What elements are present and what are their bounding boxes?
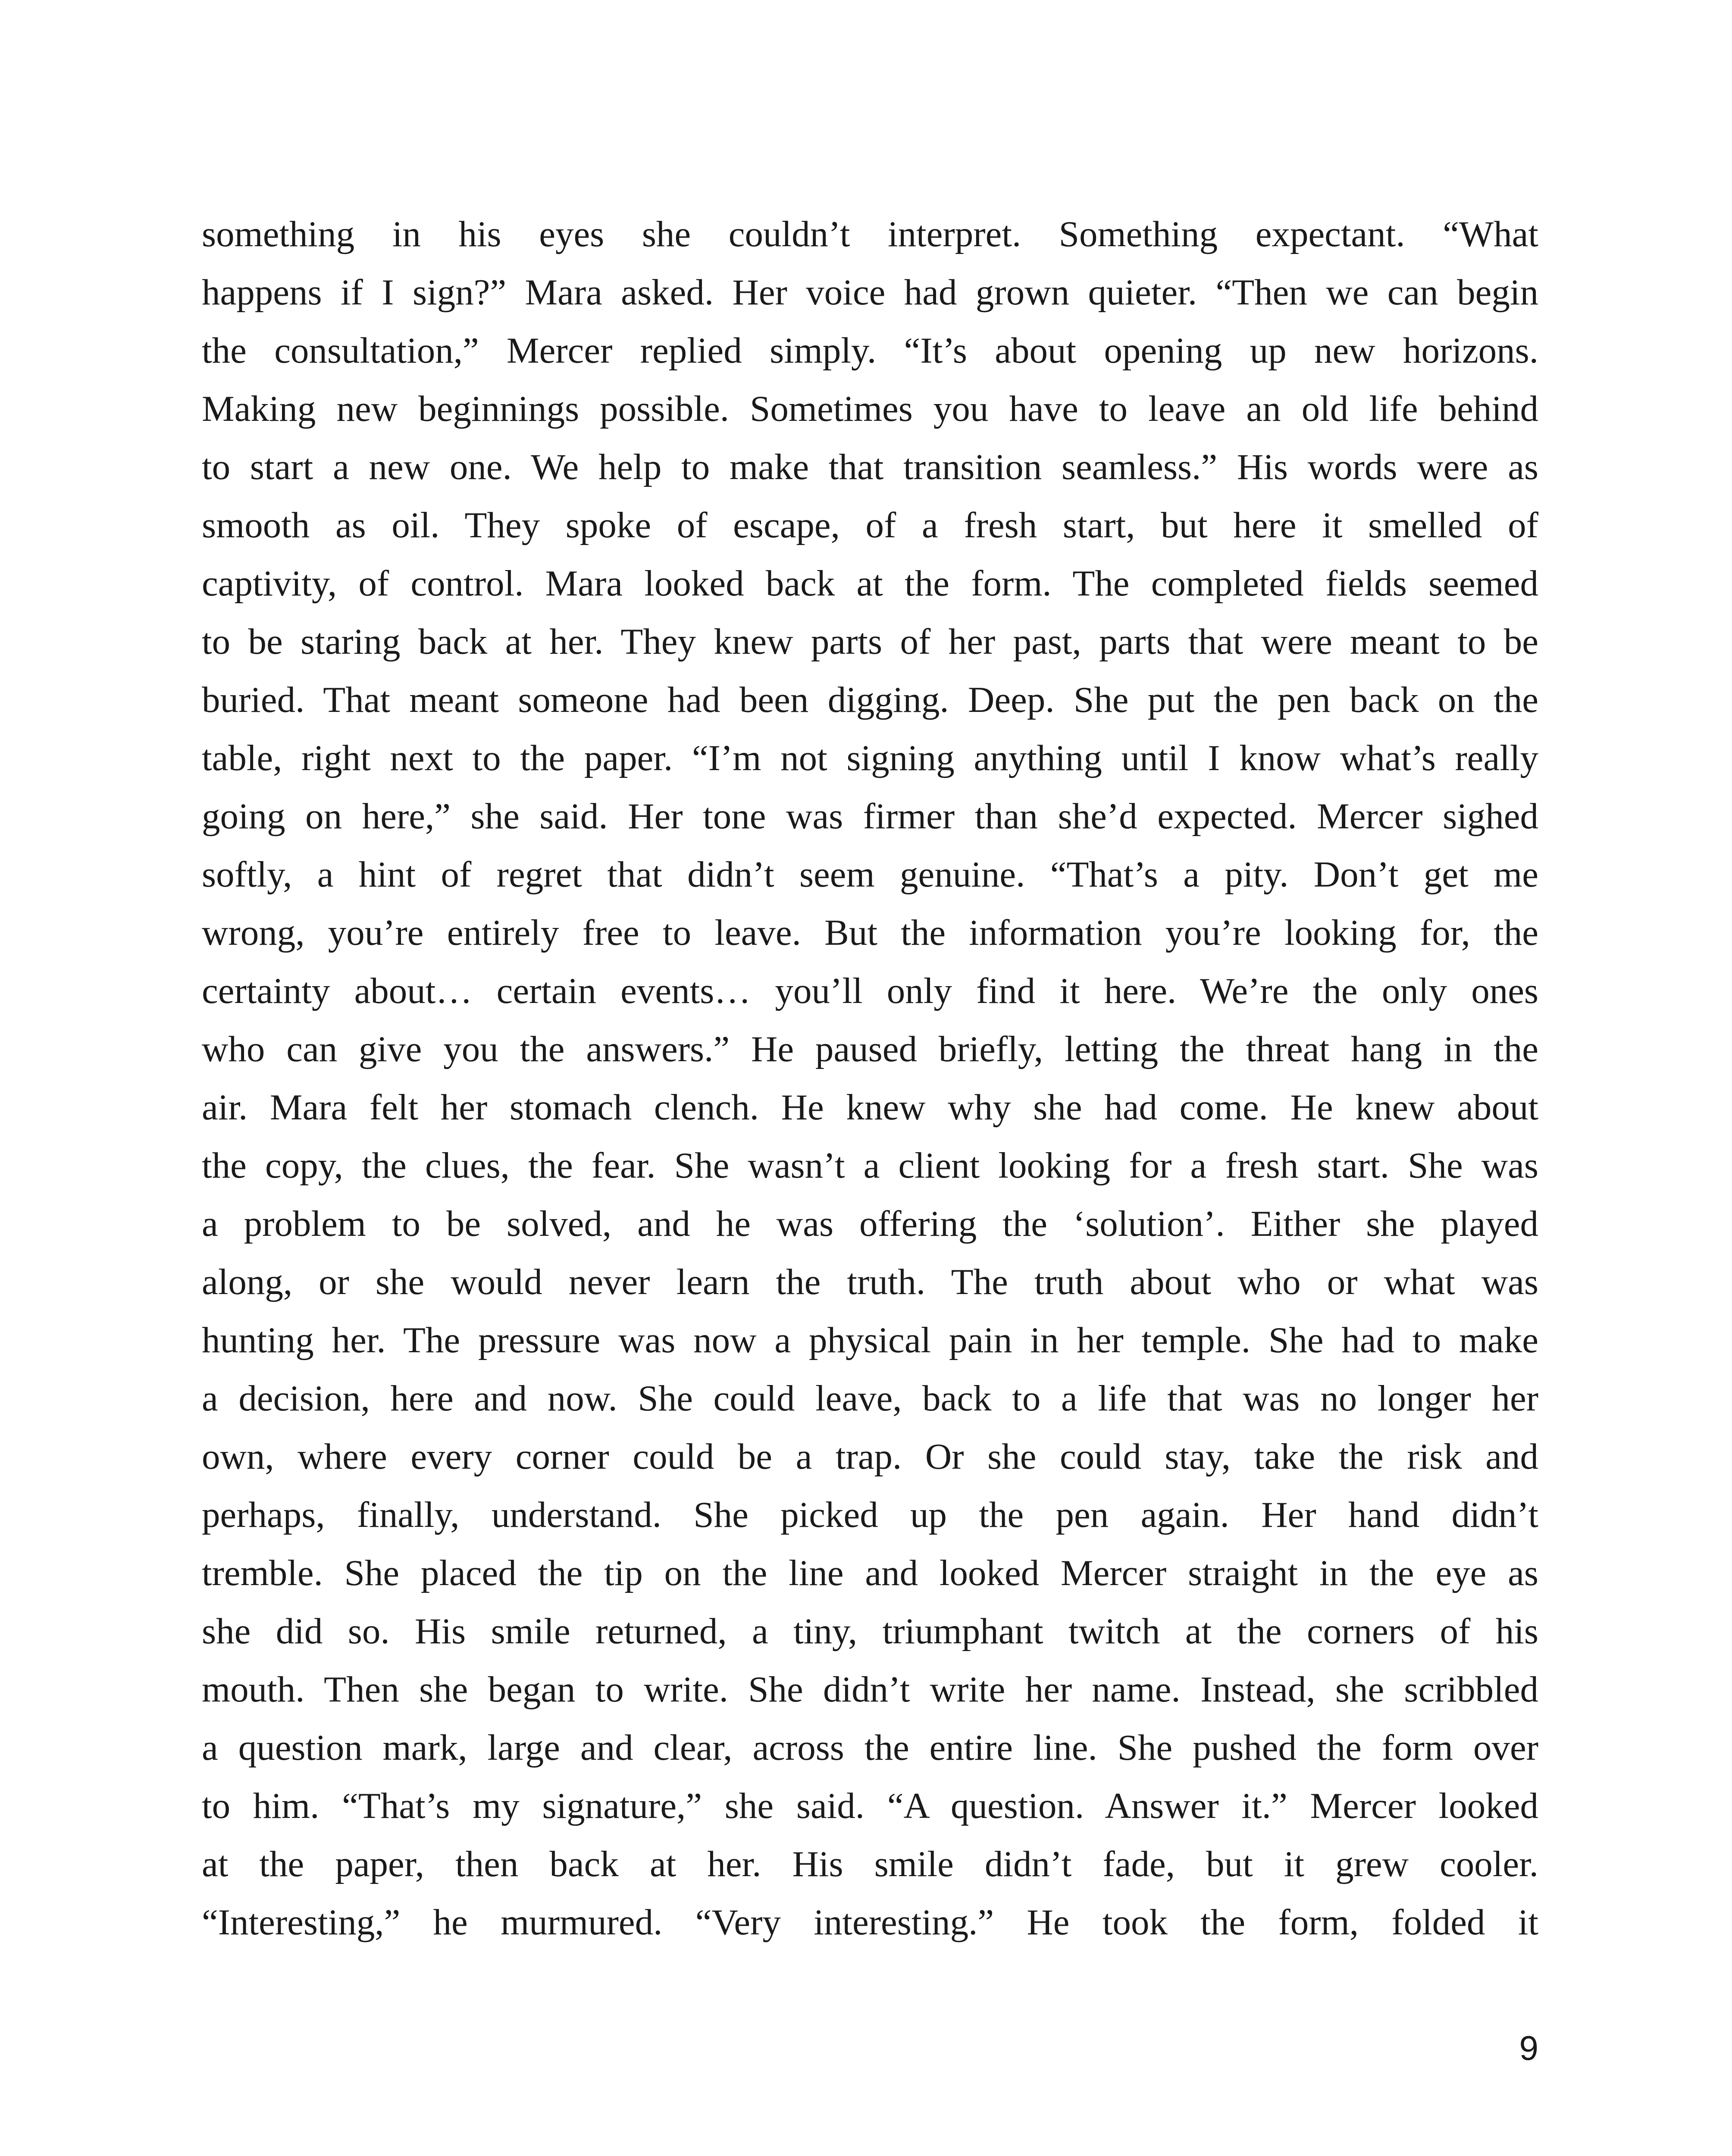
text-line: wrong, you’re entirely free to leave. But the information you’re looking for, the bbox=[202, 912, 1538, 953]
text-line: at the paper, then back at her. His smile didn’t fade, but it grew cooler. bbox=[202, 1844, 1538, 1884]
text-line: the copy, the clues, the fear. She wasn’t a client looking for a fresh start. She was bbox=[202, 1145, 1538, 1186]
text-line: mouth. Then she began to write. She didn’t write her name. Instead, she scribbled bbox=[202, 1669, 1538, 1710]
text-line: perhaps, finally, understand. She picked up the pen again. Her hand didn’t bbox=[202, 1495, 1538, 1535]
text-line: smooth as oil. They spoke of escape, of a fresh start, but here it smelled of bbox=[202, 505, 1538, 545]
text-line: hunting her. The pressure was now a physical pain in her temple. She had to make bbox=[202, 1320, 1538, 1360]
text-line: to him. “That’s my signature,” she said. “A question. Answer it.” Mercer looked bbox=[202, 1786, 1538, 1826]
text-line: who can give you the answers.” He paused briefly, letting the threat hang in the bbox=[202, 1029, 1538, 1069]
text-line: softly, a hint of regret that didn’t seem genuine. “That’s a pity. Don’t get me bbox=[202, 854, 1538, 895]
text-line: to start a new one. We help to make that transition seamless.” His words were as bbox=[202, 447, 1538, 487]
text-line: the consultation,” Mercer replied simply. “It’s about opening up new horizons. bbox=[202, 330, 1538, 371]
text-line: along, or she would never learn the truth. The truth about who or what was bbox=[202, 1262, 1538, 1302]
text-line: tremble. She placed the tip on the line and looked Mercer straight in the eye as bbox=[202, 1553, 1538, 1593]
text-line: table, right next to the paper. “I’m not signing anything until I know what’s really bbox=[202, 738, 1538, 778]
text-line: she did so. His smile returned, a tiny, triumphant twitch at the corners of his bbox=[202, 1611, 1538, 1651]
text-line: own, where every corner could be a trap. Or she could stay, take the risk and bbox=[202, 1436, 1538, 1477]
text-line: buried. That meant someone had been digging. Deep. She put the pen back on the bbox=[202, 680, 1538, 720]
page-number: 9 bbox=[1519, 2029, 1538, 2067]
body-text bbox=[202, 205, 1538, 1952]
text-line: a problem to be solved, and he was offering the ‘solution’. Either she played bbox=[202, 1203, 1538, 1244]
text-line: a decision, here and now. She could leave, back to a life that was no longer her bbox=[202, 1378, 1538, 1419]
text-line: “Interesting,” he murmured. “Very interesting.” He took the form, folded it bbox=[202, 1902, 1538, 1943]
text-line: certainty about… certain events… you’ll only find it here. We’re the only ones bbox=[202, 971, 1538, 1011]
text-line: air. Mara felt her stomach clench. He knew why she had come. He knew about bbox=[202, 1087, 1538, 1128]
text-line: captivity, of control. Mara looked back at the form. The completed fields seemed bbox=[202, 563, 1538, 604]
text-line: to be staring back at her. They knew parts of her past, parts that were meant to be bbox=[202, 621, 1538, 662]
text-line: happens if I sign?” Mara asked. Her voice had grown quieter. “Then we can begin bbox=[202, 272, 1538, 313]
text-line: a question mark, large and clear, across the entire line. She pushed the form over bbox=[202, 1727, 1538, 1768]
text-line: something in his eyes she couldn’t interpret. Something expectant. “What bbox=[202, 214, 1538, 254]
text-line: Making new beginnings possible. Sometimes you have to leave an old life behind bbox=[202, 389, 1538, 429]
text-line: going on here,” she said. Her tone was firmer than she’d expected. Mercer sighed bbox=[202, 796, 1538, 837]
